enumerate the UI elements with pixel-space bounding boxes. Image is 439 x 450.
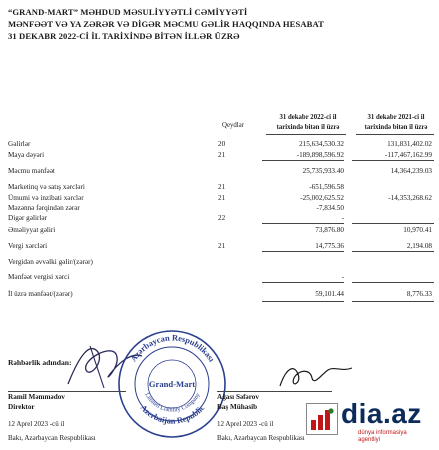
- row-label: Vergidən əvvəlki gəlir/(zərər): [8, 258, 93, 266]
- row-value-2022: -: [341, 214, 344, 222]
- row-note: 21: [218, 242, 226, 250]
- row-label: Ümumi və inzibati xərclər: [8, 194, 84, 202]
- row-note: 21: [218, 183, 226, 191]
- row-label: Vergi xərcləri: [8, 242, 48, 250]
- row-value-2021: 131,831,402.02: [387, 140, 432, 148]
- row-label: Məcmu mənfəət: [8, 167, 55, 175]
- seal-ring-bottom: Azerbaijan Republic: [138, 403, 207, 426]
- row-value-2022: -189,898,596.92: [296, 151, 344, 159]
- dia-az-tagline-line2: agentliyi: [358, 437, 381, 443]
- company-name: “GRAND-MART” MƏHDUD MƏSULİYYƏTLİ CƏMİYYƏTİ: [8, 7, 248, 17]
- column-header-underline-2022: [266, 134, 346, 135]
- row-value-2022: -651,596.58: [309, 183, 344, 191]
- row-value-2021: 14,364,239.03: [390, 167, 432, 175]
- accountant-name: Ağası Səfərov: [217, 393, 259, 401]
- signatures-lead: Rəhbərlik adından:: [8, 358, 72, 367]
- seal-ring-top: Azərbaycan Respublikası: [128, 333, 217, 364]
- director-place: Bakı, Azərbaycan Respublikası: [8, 434, 96, 442]
- table-row: [0, 241, 439, 252]
- row-value-2021: 8,776.33: [406, 290, 432, 298]
- column-header-2021-line1: 31 dekabr 2021-ci il: [367, 114, 425, 121]
- table-row: [0, 213, 439, 224]
- subtotal-rule-2021: [352, 251, 434, 252]
- row-label: Mənfəət vergisi xərci: [8, 273, 70, 281]
- row-value-2022: -25,002,625.52: [300, 194, 344, 202]
- subtotal-rule-2022: [262, 282, 344, 283]
- row-label: Əməliyyat gəliri: [8, 226, 56, 234]
- row-value-2022: 73,876.80: [315, 226, 344, 234]
- subtotal-rule-2021: [352, 282, 434, 283]
- row-value-2021: 2,194.08: [406, 242, 432, 250]
- total-rule-2021: [352, 301, 434, 302]
- accountant-title: Baş Mühasib: [217, 403, 258, 411]
- column-header-2022: [263, 113, 353, 133]
- row-value-2021: 10,970.41: [403, 226, 432, 234]
- table-row: [0, 182, 439, 193]
- subtotal-rule-2021: [352, 160, 434, 161]
- table-row: [0, 150, 439, 161]
- row-value-2022: 14,775.36: [315, 242, 344, 250]
- row-note: 20: [218, 140, 226, 148]
- dia-az-tagline: [358, 430, 407, 444]
- table-row: [0, 166, 439, 177]
- row-note: 22: [218, 214, 226, 222]
- table-row: [0, 139, 439, 150]
- row-label: Digər gəlirlər: [8, 214, 47, 222]
- column-header-underline-2021: [356, 134, 434, 135]
- row-note: 21: [218, 151, 226, 159]
- subtotal-rule-2022: [262, 160, 344, 161]
- director-name: Ramil Məmmədov: [8, 393, 65, 401]
- row-value-2022: 215,634,530.32: [299, 140, 344, 148]
- director-date: 12 Aprel 2023 -cü il: [8, 420, 65, 428]
- accountant-signature-line: [217, 391, 332, 392]
- row-label: Maya dəyəri: [8, 151, 45, 159]
- subtotal-rule-2022: [262, 251, 344, 252]
- company-seal: [115, 327, 230, 442]
- report-period: 31 DEKABR 2022-Cİ İL TARİXİNDƏ BİTƏN İLLƏR ÜZRƏ: [8, 31, 240, 41]
- dia-az-logo-icon: [306, 403, 338, 435]
- row-value-2021: -14,353,268.62: [388, 194, 432, 202]
- row-value-2022: 59,101.44: [315, 290, 344, 298]
- dia-az-watermark: [298, 395, 438, 447]
- dia-az-brand: dia.az: [341, 398, 422, 429]
- subtotal-rule-2021: [352, 223, 434, 224]
- row-value-2022: -7,834.50: [316, 204, 344, 212]
- seal-center-name: Grand-Mart: [148, 379, 196, 389]
- row-label: Gəlirlər: [8, 140, 31, 148]
- row-label: Marketinq və satış xərcləri: [8, 183, 85, 191]
- subtotal-rule-2022: [262, 223, 344, 224]
- column-header-notes: Qeydlər: [222, 122, 244, 129]
- table-row: [0, 272, 439, 283]
- row-label: Məzənnə fərqindən zərər: [8, 204, 80, 212]
- seal-ring-mid: Limited Liability Company: [143, 391, 202, 414]
- accountant-date: 12 Aprel 2023 -cü il: [217, 420, 274, 428]
- column-header-2021: [356, 113, 436, 133]
- column-header-2022-line1: 31 dekabr 2022-ci il: [279, 114, 337, 121]
- column-header-2021-line2: tarixində bitən il üzrə: [364, 124, 428, 131]
- row-label: İl üzrə mənfəət/(zərər): [8, 290, 73, 298]
- column-header-2022-line2: tarixində bitən il üzrə: [276, 124, 340, 131]
- director-title: Direktor: [8, 403, 35, 411]
- table-row: [0, 225, 439, 236]
- total-rule-2022: [262, 301, 344, 302]
- row-note: 21: [218, 194, 226, 202]
- director-signature-line: [8, 391, 126, 392]
- row-value-2022: 25,735,933.40: [302, 167, 344, 175]
- table-row: [0, 257, 439, 268]
- dia-az-tagline-line1: dünya informasiya: [358, 430, 407, 436]
- row-value-2022: -: [341, 273, 344, 281]
- report-title: MƏNFƏƏT VƏ YA ZƏRƏR VƏ DİGƏR MƏCMU GƏLİR HAQQINDA HESABAT: [8, 19, 324, 29]
- dia-az-mark-icon: [307, 404, 337, 434]
- row-value-2021: -117,467,162.99: [384, 151, 432, 159]
- table-row: [0, 289, 439, 300]
- accountant-signature: [276, 360, 356, 392]
- accountant-place: Bakı, Azərbaycan Respublikası: [217, 434, 305, 442]
